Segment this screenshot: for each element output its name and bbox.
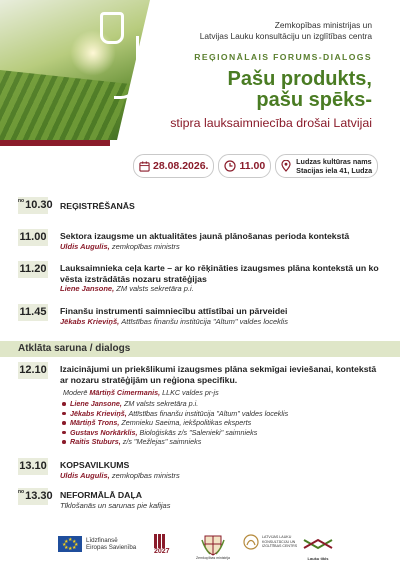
agenda-title: NEFORMĀLĀ DAĻA (60, 490, 143, 500)
llkc-logo (243, 534, 306, 550)
panelist-role: Zemnieku Saeima, iekšpolitikas eksperts (121, 418, 252, 428)
venue-address: Stacijas iela 41, Ludza (296, 166, 373, 175)
agenda-time (18, 197, 53, 214)
moderator-name: Mārtiņš Cimermanis, (89, 388, 161, 398)
speaker-role: Attīstības finanšu institūcija "Altum" valdes loceklis (121, 316, 288, 326)
calendar-icon (139, 161, 150, 172)
location-pin-icon (281, 160, 291, 172)
panelist-name: Mārtiņš Trons, (70, 418, 120, 428)
time-value: 13.30 (25, 490, 53, 502)
speaker-role: zemkopības ministrs (111, 470, 180, 480)
panelist-role: Bioloģiskās z/s "Salenieki" saimnieks (139, 427, 258, 437)
title-line-1: Pašu produkts, (227, 68, 372, 90)
agenda-content (60, 231, 380, 252)
speaker-name: Uldis Augulis, (60, 470, 110, 480)
agenda-time: 11.00 (18, 229, 48, 246)
note-text: Tīklošanās un sarunas pie kafijas (60, 500, 171, 510)
time-prefix: no (18, 489, 25, 495)
bullet-icon (62, 412, 66, 416)
llkc-text: LATVIJAS LAUKU KONSULTĀCIJU UN IZGLĪTĪBAS CENTRS (262, 535, 298, 549)
coat-of-arms-icon (200, 532, 226, 558)
page-title (228, 69, 372, 111)
location-pill (275, 154, 378, 178)
time-pill (218, 154, 271, 178)
logo-2027 (154, 534, 176, 558)
speaker-role: zemkopības ministrs (111, 241, 180, 251)
speaker-name: Liene Jansone, (60, 284, 115, 294)
agenda-speaker (60, 317, 380, 327)
title-line-2: pašu spēks- (256, 89, 372, 111)
speaker-name: Uldis Augulis, (60, 241, 110, 251)
time-value: 10.30 (25, 199, 53, 211)
moderator-prefix: Moderē (63, 388, 88, 398)
agenda-content (60, 306, 380, 327)
subtitle: stipra lauksaimniecība drošai Latvijai (170, 116, 372, 130)
eu-logo (58, 536, 136, 552)
org-line-1: Zemkopības ministrijas un (274, 20, 372, 30)
bullet-icon (62, 402, 66, 406)
speaker-name: Jēkabs Krieviņš, (60, 316, 120, 326)
footer-logos (0, 524, 400, 565)
agenda-content (60, 490, 380, 511)
panel-item (60, 409, 380, 419)
panelist-role: ZM valsts sekretāra p.i. (123, 399, 199, 409)
org-line-2: Latvijas Lauku konsultāciju un izglītības centra (199, 30, 372, 41)
cable-icon (114, 36, 139, 99)
eu-text (86, 537, 136, 552)
agenda-time: 13.10 (18, 458, 48, 475)
section-band (0, 341, 400, 357)
agenda-content (60, 460, 380, 481)
agenda-note (60, 501, 380, 511)
forum-label: REĢIONĀLAIS FORUMS-DIALOGS (194, 52, 372, 62)
panel-item (60, 418, 380, 428)
agenda-time: 11.45 (18, 304, 48, 321)
venue-name: Ludzas kultūras nams (296, 157, 372, 166)
clock-icon (224, 160, 236, 172)
bullet-icon (62, 421, 66, 425)
panelist-name: Gustavs Norkārklis, (70, 427, 138, 437)
moderator-role: LLKC valdes pr-js (162, 388, 219, 398)
accent-bar (0, 140, 110, 146)
agenda-time: 11.20 (18, 261, 48, 278)
lauku-tikls-icon (302, 534, 334, 556)
event-time: 11.00 (239, 160, 266, 172)
agenda-title: REĢISTRĒŠANĀS (60, 201, 135, 211)
panelist-name: Liene Jansone, (70, 399, 122, 409)
header (0, 0, 400, 150)
event-info (133, 154, 383, 178)
agenda-time: 12.10 (18, 362, 48, 379)
organizers (132, 20, 372, 41)
panel-item (60, 428, 380, 438)
moderator (60, 388, 380, 397)
eu-text-line-1: Līdzfinansē (86, 536, 118, 544)
lauku-caption: Lauku tikls (307, 556, 329, 561)
llkc-emblem-icon (243, 534, 259, 550)
agenda-title: KOPSAVILKUMS (60, 460, 130, 470)
panelist-name: Jēkabs Krieviņš, (70, 408, 127, 418)
ministry-caption: Zemkopības ministrija (195, 556, 231, 560)
agenda-content (60, 263, 380, 294)
agenda-title: Lauksaimnieka ceļa karte – ar ko rēķināties izaugsmes plāna kontekstā un ko vēsta izstrādātās nozaru stratēģijas (60, 263, 379, 284)
panel-item (60, 437, 380, 447)
panelist-name: Raitis Stuburs, (70, 437, 121, 447)
bars-icon (154, 534, 176, 548)
panel-list (60, 399, 380, 447)
time-prefix: no (18, 198, 25, 204)
agenda-speaker (60, 242, 380, 252)
panel-item (60, 399, 380, 409)
agenda-speaker (60, 471, 380, 481)
eu-flag-icon: ★ ★ ★ ★ ★ ★ ★ ★ (58, 536, 82, 552)
bullet-icon (62, 440, 66, 444)
agenda-content (60, 201, 380, 212)
event-date: 28.08.2026. (153, 160, 209, 172)
agenda-title: Izaicinājumi un priekšlikumi izaugsmes plāna sekmīgai ieviešanai, kontekstā ar nozaru stratēģijām un reģiona specifiku. (60, 364, 377, 385)
panelist-role: z/s "Mežlejas" saimnieks (122, 437, 202, 447)
venue (296, 157, 372, 175)
logo-2027-label: 2027 (154, 548, 170, 555)
agenda-time (18, 488, 53, 505)
section-title: Atklāta saruna / dialogs (18, 343, 131, 354)
speaker-role: ZM valsts sekretāra p.i. (116, 284, 194, 294)
date-pill (133, 154, 214, 178)
panelist-role: Attīstības finanšu institūcija "Altum" valdes loceklis (128, 408, 289, 418)
agenda-content (60, 364, 380, 447)
bullet-icon (62, 431, 66, 435)
agenda-speaker (60, 284, 380, 294)
agenda-title: Finanšu instrumenti saimniecību attīstībai un pārveidei (60, 306, 288, 316)
agenda-title: Sektora izaugsme un aktualitātes jaunā plānošanas perioda kontekstā (60, 231, 350, 241)
eu-text-line-2: Eiropas Savienība (86, 544, 137, 551)
